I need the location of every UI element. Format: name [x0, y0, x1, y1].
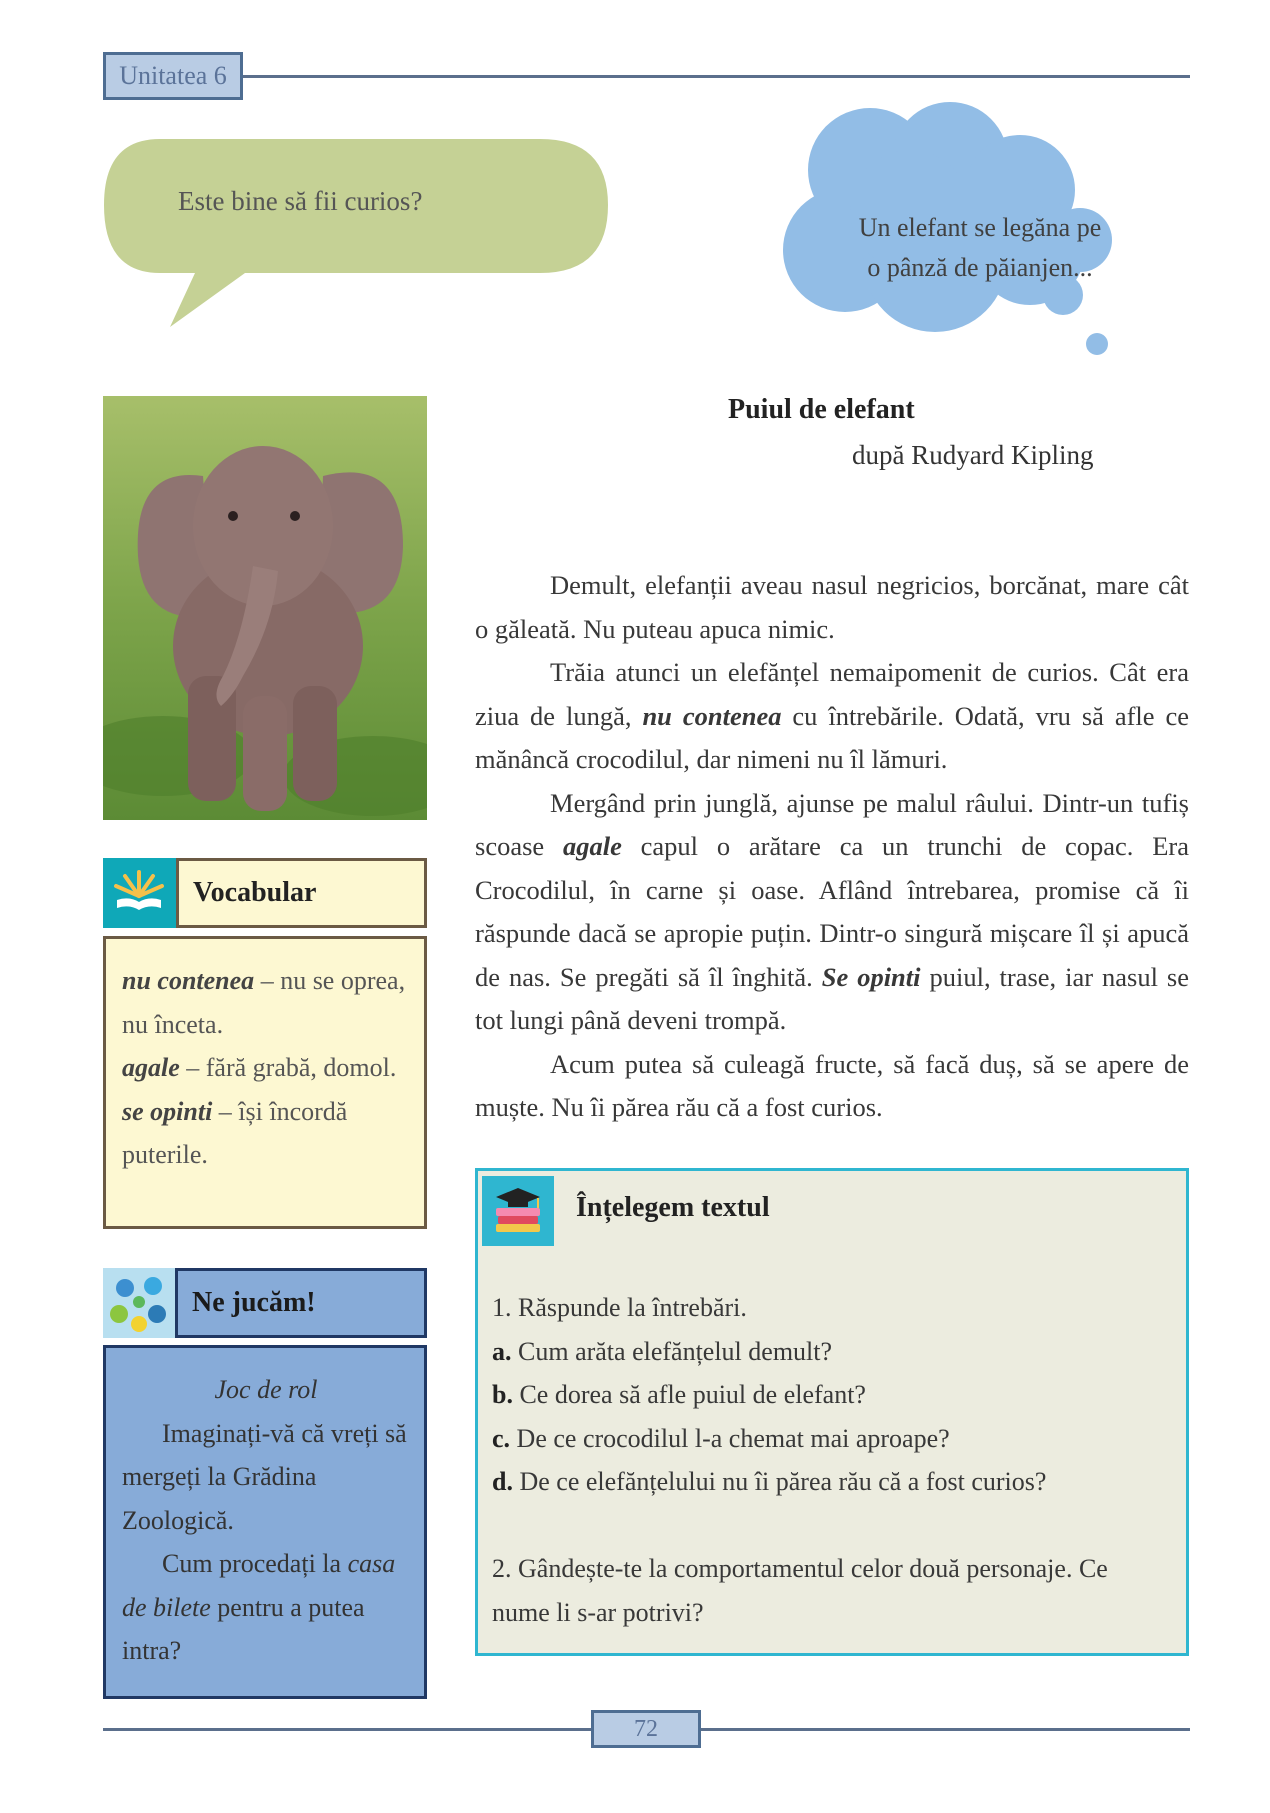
- baby-elephant-photo: [103, 396, 427, 820]
- question-2: 2. Gândește-te la comportamentul celor două personaje. Ce: [492, 1554, 1108, 1583]
- sub-question: [492, 1460, 1182, 1504]
- vocabulary-box: [103, 936, 427, 1229]
- vocabulary-definition: – își încordă puterile.: [122, 1096, 348, 1169]
- sub-question-text: Cum arăta elefănțelul demult?: [511, 1336, 833, 1366]
- sub-question-letter: b.: [492, 1380, 513, 1409]
- vocabulary-definition: – nu se oprea, nu înceta.: [122, 966, 406, 1039]
- vocab-term-highlight: Se opinti: [821, 961, 921, 992]
- vocab-term-highlight: agale: [562, 831, 622, 861]
- thought-cloud-text: [830, 208, 1130, 288]
- story-paragraph: [475, 651, 1189, 782]
- vocabulary-term: nu contenea: [122, 966, 255, 995]
- speech-bubble-text: Este bine să fii curios?: [178, 186, 423, 216]
- story-text-run: Trăia atunci un elefănțel nemaipomenit de curios. Cât era ziua de lungă,: [475, 657, 1189, 731]
- speech-bubble: [100, 135, 620, 335]
- sub-question-letter: a.: [492, 1336, 512, 1366]
- game-subtitle: Joc de rol: [214, 1375, 318, 1404]
- story-author: după Rudyard Kipling: [852, 440, 1094, 470]
- thought-cloud-line: o pânză de păianjen...: [867, 253, 1093, 282]
- page-number: 72: [591, 1710, 701, 1748]
- vocabulary-entry: [122, 1090, 408, 1177]
- vocabulary-definition: – fără grabă, domol.: [179, 1053, 397, 1082]
- vocabulary-title: Vocabular: [176, 858, 427, 928]
- story-text-run: capul o arătare ca un trunchi de copac. Era Crocodilul, în carne și oase. Aflând întrebarea, promise că îi răspunde dacă se apropie puțin. Dintr-o singură mișcare îl și apucă de nas. Se pregăti să îl înghită.: [475, 831, 1189, 992]
- story-text-run: cu întrebările. Odată, vru să afle ce mănâncă crocodilul, dar nimeni nu îl lămuri.: [475, 700, 1189, 774]
- sub-question-letter: d.: [492, 1467, 513, 1496]
- unit-label: Unitatea 6: [103, 52, 243, 100]
- vocabulary-entry: [122, 1046, 408, 1090]
- sub-question: [492, 1330, 1182, 1374]
- question-2-continued: nume li s-ar potrivi?: [492, 1597, 704, 1627]
- story-paragraph: Demult, elefanții aveau nasul negricios, borcănat, mare cât o găleată. Nu puteau apuca nimic.: [475, 570, 1189, 644]
- story-text-run: Mergând prin junglă, ajunse pe malul râului. Dintr-un tufiș scoase: [475, 787, 1189, 861]
- story-title: Puiul de elefant: [728, 394, 915, 425]
- story-text: [475, 564, 1189, 1130]
- vocab-term-highlight: nu contenea: [642, 700, 782, 731]
- spacer: [492, 1504, 1182, 1548]
- sub-question-text: Ce dorea să afle puiul de elefant?: [512, 1380, 866, 1409]
- header-rule: [243, 75, 1190, 78]
- game-text-run: Cum procedați la: [162, 1549, 348, 1578]
- question-1: 1. Răspunde la întrebări.: [492, 1293, 747, 1322]
- game-title: Ne jucăm!: [175, 1268, 427, 1338]
- sub-question-text: De ce elefănțelului nu îi părea rău că a fost curios?: [512, 1467, 1047, 1496]
- game-paragraph: Imaginați-vă că vreți să mergeți la Grădina Zoologică.: [122, 1418, 407, 1535]
- thought-cloud-line: Un elefant se legăna pe: [858, 213, 1102, 242]
- sub-question: [492, 1373, 1182, 1417]
- story-paragraph: Acum putea să culeagă fructe, să facă duș, să se apere de muște. Nu îi părea rău că a fost curios.: [475, 1048, 1189, 1122]
- story-paragraph: [475, 782, 1189, 1043]
- sub-question-letter: c.: [492, 1423, 511, 1453]
- book-icon: [103, 858, 176, 928]
- game-paragraph: [122, 1542, 410, 1673]
- story-text-run: puiul, trase, iar nasul se tot lungi până deveni trompă.: [475, 961, 1189, 1035]
- comprehension-title: Înțelegem textul: [576, 1192, 770, 1223]
- comprehension-questions: [492, 1286, 1182, 1634]
- vocabulary-term: agale: [122, 1053, 180, 1082]
- game-italic-term: casa de bilete: [122, 1549, 396, 1622]
- game-text-run: pentru a putea intra?: [122, 1592, 365, 1665]
- vocabulary-entry: [122, 959, 408, 1046]
- sub-question: [492, 1417, 1182, 1461]
- sub-question-text: De ce crocodilul l-a chemat mai aproape?: [510, 1423, 950, 1453]
- game-box: [103, 1345, 427, 1699]
- books-graduation-cap-icon: [482, 1176, 554, 1246]
- vocabulary-term: se opinti: [122, 1096, 213, 1126]
- hands-icon: [103, 1268, 175, 1338]
